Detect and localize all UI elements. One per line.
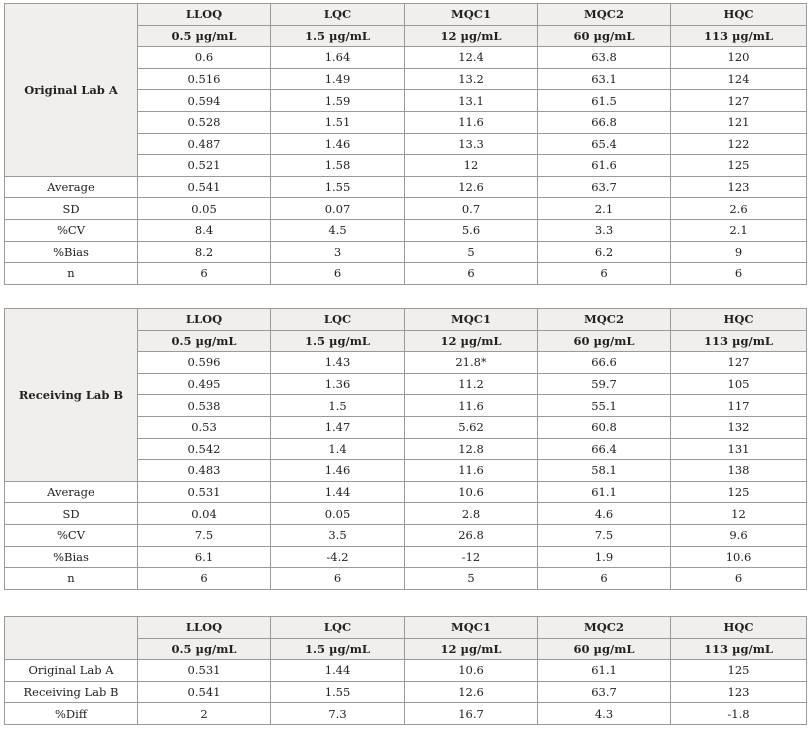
value-cell: 0.531 (138, 481, 271, 503)
value-cell: 61.1 (538, 481, 671, 503)
value-cell: 0.541 (138, 681, 271, 703)
value-cell: 0.07 (271, 198, 405, 220)
column-header: LQC (271, 4, 405, 26)
concentration-header: 12 µg/mL (405, 25, 538, 47)
value-cell: 2 (138, 703, 271, 725)
value-cell: 21.8* (405, 352, 538, 374)
value-cell: 3.3 (538, 219, 671, 241)
value-cell: 131 (671, 438, 807, 460)
value-cell: 1.44 (271, 660, 405, 682)
value-cell: 0.7 (405, 198, 538, 220)
stat-row-n (5, 568, 807, 590)
value-cell: 6 (271, 568, 405, 590)
value-cell: 8.4 (138, 219, 271, 241)
value-cell: 1.43 (271, 352, 405, 374)
value-cell: 2.1 (671, 219, 807, 241)
value-cell: 6 (538, 263, 671, 285)
value-cell: 6 (671, 263, 807, 285)
stat-label: Average (5, 481, 138, 503)
value-cell: 138 (671, 460, 807, 482)
value-cell: 0.6 (138, 47, 271, 69)
value-cell: 9 (671, 241, 807, 263)
receiving-lab-b-table (4, 308, 807, 590)
value-cell: 123 (671, 681, 807, 703)
value-cell: 1.44 (271, 481, 405, 503)
value-cell: 12.4 (405, 47, 538, 69)
comparison-row-diff (5, 703, 807, 725)
stat-row-average (5, 481, 807, 503)
value-cell: 1.64 (271, 47, 405, 69)
value-cell: 11.6 (405, 395, 538, 417)
concentration-header: 113 µg/mL (671, 638, 807, 660)
concentration-header: 1.5 µg/mL (271, 638, 405, 660)
value-cell: 117 (671, 395, 807, 417)
value-cell: 1.55 (271, 176, 405, 198)
value-cell: 7.5 (138, 524, 271, 546)
value-cell: 66.6 (538, 352, 671, 374)
value-cell: 5 (405, 568, 538, 590)
concentration-header: 12 µg/mL (405, 638, 538, 660)
value-cell: 0.53 (138, 416, 271, 438)
value-cell: 0.516 (138, 68, 271, 90)
value-cell: 2.6 (671, 198, 807, 220)
value-cell: 6 (138, 568, 271, 590)
value-cell: 0.05 (138, 198, 271, 220)
stat-label: %Bias (5, 546, 138, 568)
value-cell: 121 (671, 111, 807, 133)
value-cell: 1.51 (271, 111, 405, 133)
lab-label: Original Lab A (24, 82, 118, 97)
column-header: HQC (671, 617, 807, 639)
value-cell: 1.4 (271, 438, 405, 460)
value-cell: 12.6 (405, 681, 538, 703)
stat-label: SD (5, 503, 138, 525)
value-cell: -1.8 (671, 703, 807, 725)
stat-row-bias (5, 546, 807, 568)
value-cell: 63.7 (538, 681, 671, 703)
value-cell: 105 (671, 373, 807, 395)
concentration-header: 0.5 µg/mL (138, 25, 271, 47)
value-cell: 63.7 (538, 176, 671, 198)
value-cell: 11.6 (405, 111, 538, 133)
value-cell: 13.2 (405, 68, 538, 90)
value-cell: 122 (671, 133, 807, 155)
concentration-header: 0.5 µg/mL (138, 638, 271, 660)
lab-label-cell (5, 4, 138, 177)
value-cell: 6 (138, 263, 271, 285)
empty-corner-cell (5, 617, 138, 660)
stat-row-sd (5, 198, 807, 220)
value-cell: 0.531 (138, 660, 271, 682)
column-header: LQC (271, 309, 405, 331)
stat-label: n (5, 568, 138, 590)
value-cell: 6 (405, 263, 538, 285)
concentration-header: 1.5 µg/mL (271, 25, 405, 47)
value-cell: 0.521 (138, 155, 271, 177)
value-cell: 13.1 (405, 90, 538, 112)
value-cell: 55.1 (538, 395, 671, 417)
comparison-row-lab-a (5, 660, 807, 682)
value-cell: 3 (271, 241, 405, 263)
value-cell: 13.3 (405, 133, 538, 155)
value-cell: 5.62 (405, 416, 538, 438)
value-cell: 120 (671, 47, 807, 69)
stat-label: n (5, 263, 138, 285)
value-cell: 8.2 (138, 241, 271, 263)
row-label: Receiving Lab B (5, 681, 138, 703)
concentration-header: 113 µg/mL (671, 330, 807, 352)
concentration-header: 60 µg/mL (538, 638, 671, 660)
value-cell: 6 (271, 263, 405, 285)
value-cell: 26.8 (405, 524, 538, 546)
comparison-row-lab-b (5, 681, 807, 703)
concentration-header: 1.5 µg/mL (271, 330, 405, 352)
value-cell: 7.5 (538, 524, 671, 546)
value-cell: 63.1 (538, 68, 671, 90)
column-header: HQC (671, 4, 807, 26)
value-cell: 11.6 (405, 460, 538, 482)
header-row (5, 309, 807, 331)
value-cell: 123 (671, 176, 807, 198)
value-cell: 12.6 (405, 176, 538, 198)
stat-row-cv (5, 524, 807, 546)
value-cell: 1.49 (271, 68, 405, 90)
lab-comparison-table (4, 616, 807, 725)
original-lab-a-table (4, 3, 807, 285)
value-cell: 127 (671, 90, 807, 112)
value-cell: 125 (671, 660, 807, 682)
value-cell: 4.5 (271, 219, 405, 241)
value-cell: 4.6 (538, 503, 671, 525)
value-cell: 61.1 (538, 660, 671, 682)
header-row (5, 4, 807, 26)
concentration-header: 12 µg/mL (405, 330, 538, 352)
column-header: MQC2 (538, 4, 671, 26)
value-cell: 11.2 (405, 373, 538, 395)
value-cell: 66.8 (538, 111, 671, 133)
column-header: MQC1 (405, 4, 538, 26)
column-header: LLOQ (138, 309, 271, 331)
value-cell: 10.6 (671, 546, 807, 568)
value-cell: 6 (671, 568, 807, 590)
value-cell: 1.59 (271, 90, 405, 112)
column-header: LQC (271, 617, 405, 639)
value-cell: 124 (671, 68, 807, 90)
value-cell: 1.47 (271, 416, 405, 438)
value-cell: 10.6 (405, 660, 538, 682)
stat-label: SD (5, 198, 138, 220)
value-cell: 4.3 (538, 703, 671, 725)
value-cell: 66.4 (538, 438, 671, 460)
column-header: MQC1 (405, 617, 538, 639)
value-cell: 5.6 (405, 219, 538, 241)
value-cell: 12 (405, 155, 538, 177)
value-cell: 59.7 (538, 373, 671, 395)
stat-row-sd (5, 503, 807, 525)
column-header: HQC (671, 309, 807, 331)
stat-row-cv (5, 219, 807, 241)
stat-label: %CV (5, 524, 138, 546)
concentration-header: 60 µg/mL (538, 330, 671, 352)
value-cell: 6.1 (138, 546, 271, 568)
value-cell: 12.8 (405, 438, 538, 460)
value-cell: 132 (671, 416, 807, 438)
value-cell: 2.8 (405, 503, 538, 525)
value-cell: 61.6 (538, 155, 671, 177)
value-cell: 1.5 (271, 395, 405, 417)
stat-row-average (5, 176, 807, 198)
column-header: LLOQ (138, 617, 271, 639)
value-cell: -4.2 (271, 546, 405, 568)
value-cell: 1.36 (271, 373, 405, 395)
value-cell: 0.596 (138, 352, 271, 374)
column-header: MQC2 (538, 309, 671, 331)
value-cell: 58.1 (538, 460, 671, 482)
value-cell: 125 (671, 481, 807, 503)
row-label: %Diff (5, 703, 138, 725)
column-header: MQC1 (405, 309, 538, 331)
concentration-header: 113 µg/mL (671, 25, 807, 47)
value-cell: 10.6 (405, 481, 538, 503)
stat-label: %Bias (5, 241, 138, 263)
value-cell: 1.46 (271, 133, 405, 155)
value-cell: 2.1 (538, 198, 671, 220)
lab-label: Receiving Lab B (18, 387, 124, 402)
lab-label-cell (5, 309, 138, 482)
value-cell: 1.9 (538, 546, 671, 568)
value-cell: 125 (671, 155, 807, 177)
value-cell: 5 (405, 241, 538, 263)
header-row (5, 617, 807, 639)
concentration-header: 0.5 µg/mL (138, 330, 271, 352)
stat-label: %CV (5, 219, 138, 241)
column-header: LLOQ (138, 4, 271, 26)
stat-row-bias (5, 241, 807, 263)
stat-label: Average (5, 176, 138, 198)
value-cell: 60.8 (538, 416, 671, 438)
value-cell: 0.04 (138, 503, 271, 525)
value-cell: 0.528 (138, 111, 271, 133)
value-cell: 0.05 (271, 503, 405, 525)
value-cell: -12 (405, 546, 538, 568)
value-cell: 1.58 (271, 155, 405, 177)
value-cell: 63.8 (538, 47, 671, 69)
value-cell: 0.542 (138, 438, 271, 460)
value-cell: 0.483 (138, 460, 271, 482)
value-cell: 3.5 (271, 524, 405, 546)
value-cell: 12 (671, 503, 807, 525)
value-cell: 65.4 (538, 133, 671, 155)
value-cell: 7.3 (271, 703, 405, 725)
value-cell: 0.495 (138, 373, 271, 395)
value-cell: 0.594 (138, 90, 271, 112)
value-cell: 0.541 (138, 176, 271, 198)
value-cell: 61.5 (538, 90, 671, 112)
concentration-header: 60 µg/mL (538, 25, 671, 47)
value-cell: 16.7 (405, 703, 538, 725)
value-cell: 9.6 (671, 524, 807, 546)
stat-row-n (5, 263, 807, 285)
value-cell: 1.55 (271, 681, 405, 703)
column-header: MQC2 (538, 617, 671, 639)
value-cell: 6 (538, 568, 671, 590)
row-label: Original Lab A (5, 660, 138, 682)
value-cell: 127 (671, 352, 807, 374)
value-cell: 1.46 (271, 460, 405, 482)
value-cell: 0.487 (138, 133, 271, 155)
value-cell: 6.2 (538, 241, 671, 263)
value-cell: 0.538 (138, 395, 271, 417)
